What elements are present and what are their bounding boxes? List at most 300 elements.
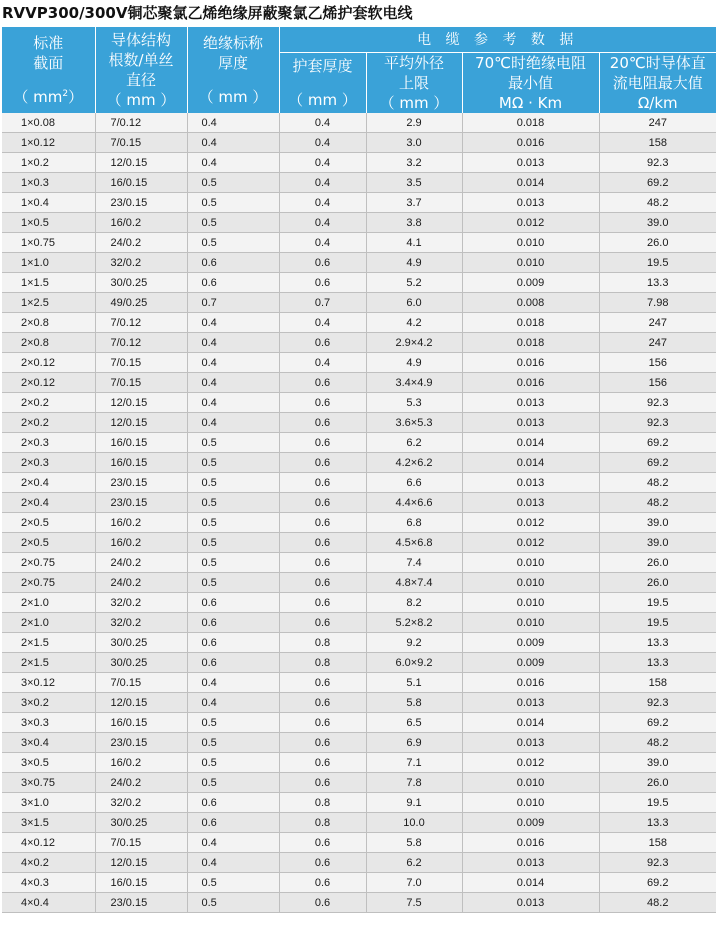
cell-sheath: 0.4 [279,213,366,233]
cell-insulation: 0.6 [187,273,279,293]
cell-insulation: 0.5 [187,473,279,493]
cell-section: 2×1.0 [2,613,95,633]
cell-sheath: 0.4 [279,113,366,133]
table-row [2,493,716,513]
cell-conductor: 16/0.2 [95,753,187,773]
cell-insulation-resistance: 0.013 [462,693,599,713]
cell-insulation: 0.7 [187,293,279,313]
cell-insulation-resistance: 0.013 [462,413,599,433]
cell-outer-diameter: 7.5 [366,893,462,913]
cell-outer-diameter: 4.2×6.2 [366,453,462,473]
cell-insulation-resistance: 0.012 [462,213,599,233]
cell-conductor: 16/0.15 [95,713,187,733]
cell-sheath: 0.6 [279,413,366,433]
cell-dc-resistance: 13.3 [599,813,716,833]
table-row [2,733,716,753]
cell-outer-diameter: 3.7 [366,193,462,213]
cell-outer-diameter: 6.2 [366,853,462,873]
cell-sheath: 0.6 [279,593,366,613]
cell-insulation-resistance: 0.012 [462,753,599,773]
cell-insulation-resistance: 0.012 [462,533,599,553]
cell-conductor: 16/0.2 [95,533,187,553]
cell-section: 1×1.5 [2,273,95,293]
cell-insulation: 0.5 [187,553,279,573]
cell-conductor: 30/0.25 [95,273,187,293]
cell-insulation: 0.4 [187,113,279,133]
cell-dc-resistance: 26.0 [599,553,716,573]
col-header-sheath: 护套厚度 （ mm ） [279,53,366,114]
cell-section: 1×0.08 [2,113,95,133]
cell-section: 2×0.5 [2,533,95,553]
cell-outer-diameter: 5.3 [366,393,462,413]
cell-sheath: 0.6 [279,373,366,393]
cell-insulation: 0.4 [187,313,279,333]
cell-insulation-resistance: 0.010 [462,613,599,633]
table-row [2,893,716,913]
cell-dc-resistance: 247 [599,113,716,133]
cell-outer-diameter: 6.6 [366,473,462,493]
table-row [2,273,716,293]
cell-conductor: 23/0.15 [95,733,187,753]
cell-insulation-resistance: 0.008 [462,293,599,313]
cell-section: 2×1.5 [2,653,95,673]
table-row [2,873,716,893]
cell-sheath: 0.6 [279,573,366,593]
table-row [2,293,716,313]
cell-insulation: 0.5 [187,893,279,913]
cell-sheath: 0.4 [279,193,366,213]
cell-conductor: 16/0.15 [95,453,187,473]
cell-dc-resistance: 48.2 [599,493,716,513]
cell-sheath: 0.6 [279,893,366,913]
cell-section: 3×0.3 [2,713,95,733]
cell-section: 2×0.75 [2,573,95,593]
cell-section: 3×0.2 [2,693,95,713]
cell-section: 2×0.3 [2,453,95,473]
cell-outer-diameter: 4.9 [366,253,462,273]
cell-insulation: 0.6 [187,593,279,613]
cell-sheath: 0.4 [279,133,366,153]
cell-dc-resistance: 39.0 [599,213,716,233]
cell-section: 2×0.4 [2,493,95,513]
cell-conductor: 30/0.25 [95,653,187,673]
cell-sheath: 0.6 [279,273,366,293]
cell-outer-diameter: 6.5 [366,713,462,733]
table-row [2,653,716,673]
cell-section: 2×0.75 [2,553,95,573]
cell-sheath: 0.4 [279,353,366,373]
cell-insulation-resistance: 0.013 [462,393,599,413]
cell-conductor: 23/0.15 [95,493,187,513]
cell-insulation-resistance: 0.009 [462,653,599,673]
cell-conductor: 24/0.2 [95,553,187,573]
cell-outer-diameter: 4.9 [366,353,462,373]
cell-sheath: 0.6 [279,773,366,793]
cell-dc-resistance: 48.2 [599,473,716,493]
cell-sheath: 0.6 [279,753,366,773]
cell-conductor: 30/0.25 [95,813,187,833]
cell-dc-resistance: 69.2 [599,173,716,193]
table-row [2,853,716,873]
cell-outer-diameter: 5.2 [366,273,462,293]
cell-outer-diameter: 6.0×9.2 [366,653,462,673]
cell-dc-resistance: 92.3 [599,853,716,873]
cell-insulation: 0.4 [187,673,279,693]
cell-insulation: 0.5 [187,533,279,553]
cell-section: 2×0.2 [2,413,95,433]
table-row [2,353,716,373]
cell-section: 2×0.3 [2,433,95,453]
cell-outer-diameter: 4.2 [366,313,462,333]
table-row [2,613,716,633]
cell-insulation-resistance: 0.016 [462,673,599,693]
cell-conductor: 7/0.12 [95,333,187,353]
cell-insulation-resistance: 0.013 [462,893,599,913]
cell-dc-resistance: 92.3 [599,413,716,433]
table-row [2,773,716,793]
cell-outer-diameter: 9.2 [366,633,462,653]
cell-outer-diameter: 3.4×4.9 [366,373,462,393]
cell-dc-resistance: 39.0 [599,513,716,533]
cell-outer-diameter: 3.5 [366,173,462,193]
cell-insulation: 0.5 [187,733,279,753]
table-row [2,673,716,693]
col-header-dc-resistance: 20℃时导体直 流电阻最大值 Ω/km [599,53,716,114]
cell-insulation-resistance: 0.016 [462,833,599,853]
cell-outer-diameter: 4.4×6.6 [366,493,462,513]
cell-insulation: 0.4 [187,693,279,713]
table-row [2,333,716,353]
cell-insulation-resistance: 0.014 [462,433,599,453]
cell-insulation-resistance: 0.013 [462,853,599,873]
cell-sheath: 0.8 [279,793,366,813]
cell-insulation: 0.4 [187,393,279,413]
cell-conductor: 7/0.12 [95,313,187,333]
table-row [2,153,716,173]
cell-insulation: 0.5 [187,233,279,253]
cell-conductor: 32/0.2 [95,593,187,613]
cell-conductor: 12/0.15 [95,853,187,873]
table-row [2,533,716,553]
cell-insulation-resistance: 0.010 [462,793,599,813]
cell-insulation-resistance: 0.009 [462,813,599,833]
cell-insulation: 0.5 [187,753,279,773]
cell-dc-resistance: 13.3 [599,273,716,293]
cell-sheath: 0.4 [279,233,366,253]
cell-dc-resistance: 19.5 [599,613,716,633]
cell-dc-resistance: 158 [599,673,716,693]
cell-insulation-resistance: 0.010 [462,253,599,273]
cell-sheath: 0.6 [279,453,366,473]
cell-insulation-resistance: 0.016 [462,373,599,393]
cell-section: 4×0.3 [2,873,95,893]
cell-sheath: 0.6 [279,613,366,633]
cell-dc-resistance: 19.5 [599,793,716,813]
cell-insulation: 0.5 [187,513,279,533]
cell-sheath: 0.6 [279,533,366,553]
cell-dc-resistance: 69.2 [599,453,716,473]
cell-section: 3×0.12 [2,673,95,693]
cell-conductor: 24/0.2 [95,773,187,793]
cell-insulation: 0.5 [187,873,279,893]
cell-dc-resistance: 92.3 [599,393,716,413]
cell-conductor: 12/0.15 [95,693,187,713]
cell-sheath: 0.6 [279,873,366,893]
cell-insulation: 0.4 [187,153,279,173]
col-header-insulation-resistance: 70℃时绝缘电阻 最小值 MΩ · Km [462,53,599,114]
cell-outer-diameter: 10.0 [366,813,462,833]
cell-sheath: 0.4 [279,173,366,193]
cell-section: 1×0.3 [2,173,95,193]
cell-insulation: 0.6 [187,633,279,653]
cell-insulation-resistance: 0.012 [462,513,599,533]
cell-conductor: 30/0.25 [95,633,187,653]
cell-insulation-resistance: 0.016 [462,353,599,373]
cell-outer-diameter: 3.2 [366,153,462,173]
cell-sheath: 0.6 [279,393,366,413]
cell-outer-diameter: 5.2×8.2 [366,613,462,633]
cell-insulation-resistance: 0.009 [462,633,599,653]
cell-conductor: 23/0.15 [95,893,187,913]
cell-sheath: 0.6 [279,853,366,873]
cell-sheath: 0.6 [279,713,366,733]
cell-section: 2×0.8 [2,333,95,353]
table-row [2,133,716,153]
cell-outer-diameter: 5.8 [366,833,462,853]
cell-conductor: 7/0.15 [95,353,187,373]
cell-outer-diameter: 4.1 [366,233,462,253]
table-row [2,313,716,333]
cell-dc-resistance: 39.0 [599,753,716,773]
cell-section: 2×1.5 [2,633,95,653]
cell-sheath: 0.6 [279,253,366,273]
table-row [2,813,716,833]
table-row [2,713,716,733]
cell-outer-diameter: 6.0 [366,293,462,313]
table-row [2,633,716,653]
cell-section: 1×0.2 [2,153,95,173]
cell-section: 2×0.8 [2,313,95,333]
cell-sheath: 0.8 [279,813,366,833]
cell-insulation: 0.6 [187,653,279,673]
col-header-insulation: 绝缘标称 厚度 （ mm ） [187,27,279,113]
cell-insulation-resistance: 0.014 [462,713,599,733]
cell-section: 1×1.0 [2,253,95,273]
cell-sheath: 0.6 [279,473,366,493]
cell-sheath: 0.7 [279,293,366,313]
cell-outer-diameter: 2.9×4.2 [366,333,462,353]
table-row [2,253,716,273]
cell-conductor: 49/0.25 [95,293,187,313]
cell-insulation: 0.5 [187,173,279,193]
cell-conductor: 32/0.2 [95,613,187,633]
cell-dc-resistance: 48.2 [599,733,716,753]
cell-insulation: 0.5 [187,453,279,473]
cell-section: 4×0.12 [2,833,95,853]
cell-insulation: 0.6 [187,253,279,273]
col-header-conductor: 导体结构 根数/单丝 直径 （ mm ） [95,27,187,113]
cell-insulation-resistance: 0.014 [462,873,599,893]
cell-conductor: 32/0.2 [95,793,187,813]
cell-dc-resistance: 92.3 [599,693,716,713]
cell-outer-diameter: 7.0 [366,873,462,893]
cell-insulation-resistance: 0.014 [462,453,599,473]
cell-sheath: 0.8 [279,653,366,673]
table-row [2,113,716,133]
cell-outer-diameter: 7.1 [366,753,462,773]
cell-outer-diameter: 3.8 [366,213,462,233]
cell-section: 3×0.5 [2,753,95,773]
cell-sheath: 0.6 [279,433,366,453]
cell-dc-resistance: 69.2 [599,433,716,453]
cell-insulation-resistance: 0.010 [462,553,599,573]
col-header-outer-diameter: 平均外径 上限 （ mm ） [366,53,462,114]
cell-dc-resistance: 92.3 [599,153,716,173]
cell-outer-diameter: 5.8 [366,693,462,713]
cell-insulation: 0.6 [187,813,279,833]
table-row [2,553,716,573]
cell-sheath: 0.6 [279,673,366,693]
cell-section: 3×1.5 [2,813,95,833]
cell-section: 2×0.4 [2,473,95,493]
cell-dc-resistance: 13.3 [599,653,716,673]
cell-conductor: 23/0.15 [95,473,187,493]
cell-conductor: 32/0.2 [95,253,187,273]
table-row [2,753,716,773]
cell-conductor: 23/0.15 [95,193,187,213]
cell-sheath: 0.6 [279,493,366,513]
table-row [2,793,716,813]
table-row [2,393,716,413]
cell-conductor: 16/0.15 [95,173,187,193]
cell-conductor: 12/0.15 [95,153,187,173]
cell-outer-diameter: 4.8×7.4 [366,573,462,593]
cell-dc-resistance: 247 [599,333,716,353]
cell-dc-resistance: 26.0 [599,573,716,593]
cell-dc-resistance: 39.0 [599,533,716,553]
cell-insulation-resistance: 0.013 [462,733,599,753]
cell-insulation: 0.5 [187,573,279,593]
cell-insulation: 0.4 [187,373,279,393]
table-row [2,173,716,193]
cell-section: 4×0.4 [2,893,95,913]
cell-insulation: 0.5 [187,713,279,733]
cell-insulation-resistance: 0.010 [462,233,599,253]
cell-sheath: 0.6 [279,693,366,713]
cell-insulation: 0.5 [187,493,279,513]
cell-section: 2×0.5 [2,513,95,533]
cell-insulation: 0.6 [187,613,279,633]
cell-dc-resistance: 19.5 [599,253,716,273]
cell-insulation: 0.4 [187,853,279,873]
cell-insulation: 0.6 [187,793,279,813]
cell-insulation-resistance: 0.013 [462,493,599,513]
cell-conductor: 7/0.15 [95,673,187,693]
table-row [2,413,716,433]
page-title: RVVP300/300V铜芯聚氯乙烯绝缘屏蔽聚氯乙烯护套软电线 [2,4,413,22]
cell-section: 4×0.2 [2,853,95,873]
cell-sheath: 0.8 [279,633,366,653]
cell-conductor: 12/0.15 [95,393,187,413]
cell-dc-resistance: 158 [599,133,716,153]
table-row [2,593,716,613]
cell-insulation: 0.4 [187,333,279,353]
cell-outer-diameter: 3.6×5.3 [366,413,462,433]
cell-insulation-resistance: 0.010 [462,773,599,793]
cell-insulation: 0.4 [187,833,279,853]
cell-outer-diameter: 4.5×6.8 [366,533,462,553]
cell-conductor: 16/0.15 [95,433,187,453]
cell-sheath: 0.4 [279,313,366,333]
cell-insulation-resistance: 0.018 [462,313,599,333]
cell-insulation-resistance: 0.009 [462,273,599,293]
cell-insulation-resistance: 0.013 [462,153,599,173]
cell-outer-diameter: 5.1 [366,673,462,693]
cell-conductor: 16/0.2 [95,513,187,533]
table-row [2,833,716,853]
cell-insulation: 0.5 [187,193,279,213]
cell-dc-resistance: 247 [599,313,716,333]
cell-section: 2×0.2 [2,393,95,413]
cell-section: 1×2.5 [2,293,95,313]
cell-dc-resistance: 19.5 [599,593,716,613]
cell-insulation: 0.5 [187,773,279,793]
cell-outer-diameter: 8.2 [366,593,462,613]
cell-dc-resistance: 26.0 [599,773,716,793]
cable-data-table [2,27,716,913]
table-row [2,373,716,393]
cell-section: 1×0.5 [2,213,95,233]
cell-dc-resistance: 13.3 [599,633,716,653]
cell-section: 2×0.12 [2,353,95,373]
table-row [2,213,716,233]
cell-outer-diameter: 6.8 [366,513,462,533]
cell-sheath: 0.6 [279,833,366,853]
col-header-section-unit: （ $mm^2$） [13,88,84,106]
cell-insulation-resistance: 0.014 [462,173,599,193]
cell-dc-resistance: 48.2 [599,893,716,913]
cell-sheath: 0.6 [279,553,366,573]
group-header-reference-data: 电 缆 参 考 数 据 [279,27,716,53]
cell-outer-diameter: 2.9 [366,113,462,133]
cell-outer-diameter: 7.4 [366,553,462,573]
cell-section: 1×0.75 [2,233,95,253]
cell-dc-resistance: 158 [599,833,716,853]
cell-insulation-resistance: 0.016 [462,133,599,153]
cell-conductor: 7/0.12 [95,113,187,133]
cell-dc-resistance: 7.98 [599,293,716,313]
cell-sheath: 0.6 [279,733,366,753]
table-row [2,433,716,453]
table-row [2,693,716,713]
cell-dc-resistance: 26.0 [599,233,716,253]
cell-outer-diameter: 6.9 [366,733,462,753]
cell-insulation-resistance: 0.013 [462,193,599,213]
cell-section: 3×1.0 [2,793,95,813]
cell-insulation-resistance: 0.018 [462,113,599,133]
cell-insulation: 0.4 [187,353,279,373]
cell-outer-diameter: 7.8 [366,773,462,793]
cell-conductor: 12/0.15 [95,413,187,433]
cell-dc-resistance: 156 [599,353,716,373]
table-row [2,233,716,253]
cell-sheath: 0.6 [279,513,366,533]
cell-conductor: 7/0.15 [95,133,187,153]
table-body [2,113,716,913]
cell-insulation: 0.4 [187,133,279,153]
table-row [2,573,716,593]
cell-insulation-resistance: 0.018 [462,333,599,353]
